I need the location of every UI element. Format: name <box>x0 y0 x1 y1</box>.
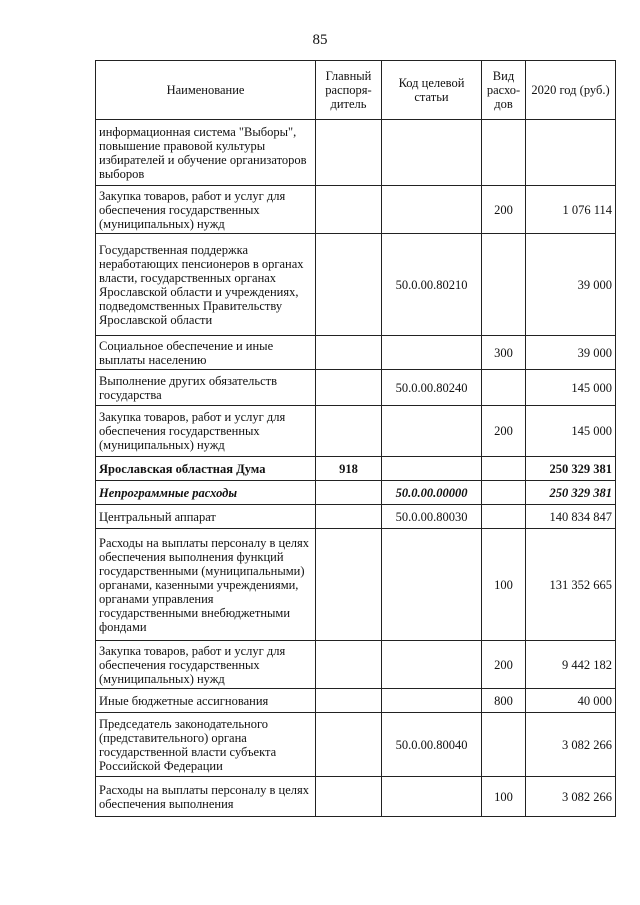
cell-sum: 1 076 114 <box>526 186 616 234</box>
cell-name: Закупка товаров, работ и услуг для обеспечения государственных (муниципальных) нужд <box>96 641 316 689</box>
cell-sum: 145 000 <box>526 406 616 457</box>
table-body <box>96 120 616 817</box>
cell-vid: 200 <box>482 186 526 234</box>
table-row <box>96 713 616 777</box>
table-row <box>96 641 616 689</box>
cell-admin <box>316 505 382 529</box>
table-row <box>96 505 616 529</box>
cell-sum: 39 000 <box>526 234 616 336</box>
cell-name: Непрограммные расходы <box>96 481 316 505</box>
cell-name: Расходы на выплаты персоналу в целях обеспечения выполнения функций государственными (муниципальными) органами, казенными учреждениями, органами управления государственными внебюджетными фондами <box>96 529 316 641</box>
cell-sum <box>526 120 616 186</box>
table-header-row <box>96 61 616 120</box>
cell-admin <box>316 529 382 641</box>
cell-code <box>382 689 482 713</box>
table-row <box>96 689 616 713</box>
cell-code <box>382 186 482 234</box>
cell-code: 50.0.00.80240 <box>382 370 482 406</box>
cell-code: 50.0.00.80210 <box>382 234 482 336</box>
cell-vid: 200 <box>482 641 526 689</box>
cell-sum: 9 442 182 <box>526 641 616 689</box>
header-vid: Вид расхо-дов <box>482 61 526 120</box>
cell-vid: 100 <box>482 777 526 817</box>
cell-vid: 300 <box>482 336 526 370</box>
table-row <box>96 234 616 336</box>
cell-vid <box>482 505 526 529</box>
table-row <box>96 186 616 234</box>
table-row <box>96 336 616 370</box>
table-row <box>96 481 616 505</box>
budget-table <box>95 60 616 817</box>
cell-name: Председатель законодательного (представительного) органа государственной власти субъекта Российской Федерации <box>96 713 316 777</box>
cell-name: Ярославская областная Дума <box>96 457 316 481</box>
cell-code: 50.0.00.00000 <box>382 481 482 505</box>
cell-vid: 800 <box>482 689 526 713</box>
cell-code <box>382 529 482 641</box>
cell-admin <box>316 120 382 186</box>
cell-vid <box>482 713 526 777</box>
cell-vid <box>482 234 526 336</box>
cell-vid: 100 <box>482 529 526 641</box>
header-admin: Главный распоря-дитель <box>316 61 382 120</box>
cell-code <box>382 641 482 689</box>
table-row <box>96 406 616 457</box>
cell-code <box>382 457 482 481</box>
cell-code: 50.0.00.80040 <box>382 713 482 777</box>
header-code: Код целевой статьи <box>382 61 482 120</box>
cell-admin <box>316 777 382 817</box>
cell-name: Расходы на выплаты персоналу в целях обеспечения выполнения <box>96 777 316 817</box>
table-row <box>96 777 616 817</box>
cell-admin <box>316 713 382 777</box>
cell-sum: 250 329 381 <box>526 481 616 505</box>
cell-sum: 3 082 266 <box>526 777 616 817</box>
cell-code <box>382 336 482 370</box>
header-name: Наименование <box>96 61 316 120</box>
page-number: 85 <box>312 32 328 48</box>
cell-admin <box>316 186 382 234</box>
table-row <box>96 457 616 481</box>
cell-vid <box>482 370 526 406</box>
cell-sum: 40 000 <box>526 689 616 713</box>
cell-admin <box>316 234 382 336</box>
cell-sum: 3 082 266 <box>526 713 616 777</box>
cell-name: Закупка товаров, работ и услуг для обеспечения государственных (муниципальных) нужд <box>96 406 316 457</box>
cell-admin <box>316 481 382 505</box>
cell-code: 50.0.00.80030 <box>382 505 482 529</box>
cell-name: Центральный аппарат <box>96 505 316 529</box>
cell-name: Иные бюджетные ассигнования <box>96 689 316 713</box>
cell-name: Выполнение других обязательств государства <box>96 370 316 406</box>
cell-name: Закупка товаров, работ и услуг для обеспечения государственных (муниципальных) нужд <box>96 186 316 234</box>
cell-code <box>382 777 482 817</box>
table-row <box>96 120 616 186</box>
table-row <box>96 370 616 406</box>
cell-admin <box>316 370 382 406</box>
cell-sum: 145 000 <box>526 370 616 406</box>
cell-name: Социальное обеспечение и иные выплаты населению <box>96 336 316 370</box>
header-sum: 2020 год (руб.) <box>526 61 616 120</box>
cell-vid <box>482 120 526 186</box>
cell-sum: 140 834 847 <box>526 505 616 529</box>
cell-vid: 200 <box>482 406 526 457</box>
cell-vid <box>482 457 526 481</box>
cell-admin <box>316 406 382 457</box>
cell-admin <box>316 336 382 370</box>
cell-admin <box>316 689 382 713</box>
cell-name: Государственная поддержка неработающих пенсионеров в органах власти, государственных органах Ярославской области и учреждениях, подведомственных Правительству Ярославской области <box>96 234 316 336</box>
table-row <box>96 529 616 641</box>
cell-sum: 131 352 665 <box>526 529 616 641</box>
cell-code <box>382 120 482 186</box>
cell-name: информационная система "Выборы", повышение правовой культуры избирателей и обучение организаторов выборов <box>96 120 316 186</box>
cell-sum: 39 000 <box>526 336 616 370</box>
cell-code <box>382 406 482 457</box>
cell-vid <box>482 481 526 505</box>
cell-admin <box>316 641 382 689</box>
cell-admin: 918 <box>316 457 382 481</box>
cell-sum: 250 329 381 <box>526 457 616 481</box>
